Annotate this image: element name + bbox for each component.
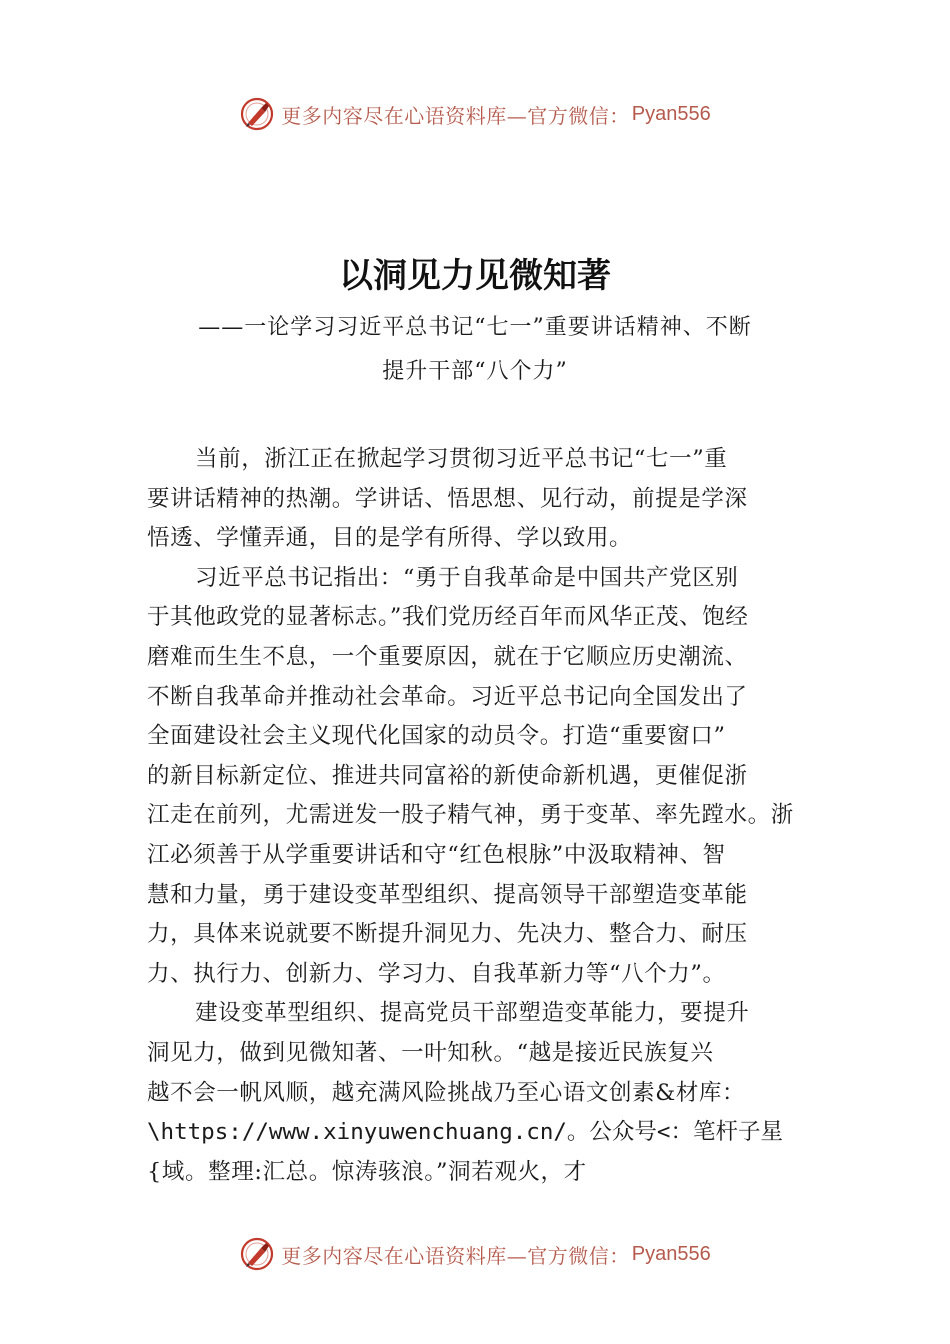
pen-logo-icon: [239, 1236, 275, 1272]
header-banner-handle: Pyan556: [631, 102, 711, 125]
body-line: 力，具体来说就要不断提升洞见力、先决力、整合力、耐压: [147, 921, 748, 948]
body-line: 洞见力，做到见微知著、一叶知秋。“越是接近民族复兴: [147, 1039, 714, 1066]
body-line: 磨难而生生不息，一个重要原因，就在于它顺应历史潮流、: [147, 643, 748, 670]
header-banner-text: 更多内容尽在心语资料库—官方微信：: [281, 103, 630, 128]
body-line: 建设变革型组织、提高党员干部塑造变革能力，要提升: [195, 1000, 750, 1027]
body-line-url: \https://www.xinyuwenchuang.cn/。公众号<：笔杆子星: [147, 1119, 783, 1146]
body-line: {域。整理:汇总。惊涛骇浪。”洞若观火，才: [147, 1158, 587, 1185]
body-line: 慧和力量，勇于建设变革型组织、提高领导干部塑造变革能: [147, 881, 748, 908]
body-line: 江走在前列，尤需迸发一股子精气神，勇于变革、率先蹚水。浙: [147, 802, 794, 829]
body-line: 力、执行力、创新力、学习力、自我革新力等“八个力”。: [147, 960, 726, 987]
body-line: 越不会一帆风顺，越充满风险挑战乃至心语文创素&材库：: [147, 1079, 746, 1106]
body-line: 于其他政党的显著标志。”我们党历经百年而风华正茂、饱经: [147, 604, 749, 631]
footer-banner-handle: Pyan556: [631, 1242, 711, 1265]
footer-watermark-banner: [0, 1234, 950, 1274]
body-line: 江必须善于从学重要讲话和守“红色根脉”中汲取精神、智: [147, 841, 726, 868]
footer-banner-text: 更多内容尽在心语资料库—官方微信：: [281, 1243, 630, 1268]
body-line: 悟透、学懂弄通，目的是学有所得、学以致用。: [147, 525, 633, 552]
body-line: 全面建设社会主义现代化国家的动员令。打造“重要窗口”: [147, 723, 726, 750]
body-line: 不断自我革命并推动社会革命。习近平总书记向全国发出了: [147, 683, 748, 710]
body-line: 当前，浙江正在掀起学习贯彻习近平总书记“七一”重: [195, 446, 728, 472]
document-subtitle-line: 提升干部“八个力”: [382, 359, 568, 384]
pen-logo-icon: [239, 96, 275, 132]
body-line: 要讲话精神的热潮。学讲话、悟思想、见行动，前提是学深: [147, 485, 748, 512]
body-line: 习近平总书记指出：“勇于自我革命是中国共产党区别: [195, 564, 739, 591]
body-line: 的新目标新定位、推进共同富裕的新使命新机遇，更催促浙: [147, 762, 748, 789]
header-watermark-banner: [0, 94, 950, 134]
document-subtitle-line: ——一论学习习近平总书记“七一”重要讲话精神、不断: [198, 315, 752, 340]
document-title: 以洞见力见微知著: [339, 256, 611, 296]
document-body: [147, 440, 815, 1192]
